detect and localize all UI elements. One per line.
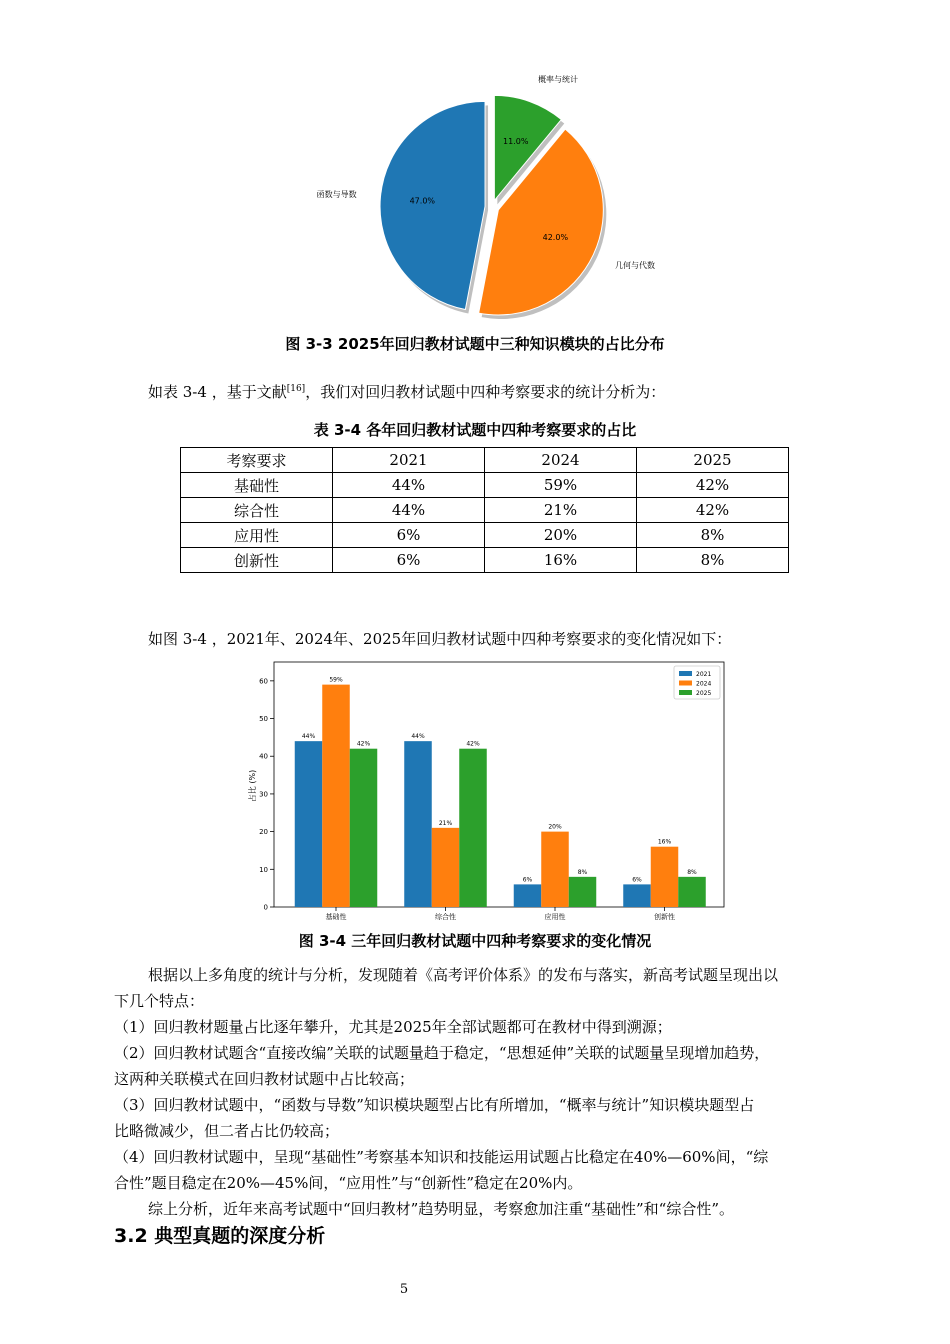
legend-label: 2021 bbox=[696, 671, 712, 678]
y-axis-label: 占比 (%) bbox=[248, 769, 257, 803]
table-row bbox=[181, 523, 789, 548]
bar bbox=[322, 685, 350, 907]
section-heading: 3.2 典型真题的深度分析 bbox=[114, 1225, 326, 1247]
table-row bbox=[181, 498, 789, 523]
bar bbox=[432, 828, 460, 907]
pie-category-label: 几何与代数 bbox=[615, 260, 656, 270]
bar-value-label: 6% bbox=[522, 876, 533, 884]
pie-percent-label: 11.0% bbox=[503, 137, 529, 147]
list-item: （3）回归教材试题中，“函数与导数”知识模块题型占比有所增加，“概率与统计”知识模块题型占 bbox=[114, 1096, 755, 1114]
bar-value-label: 21% bbox=[438, 819, 453, 827]
y-tick-label: 60 bbox=[259, 677, 268, 686]
bar-value-label: 8% bbox=[687, 868, 697, 876]
table-caption: 表 3-4 各年回归教材试题中四种考察要求的占比 bbox=[313, 421, 637, 439]
legend-label: 2024 bbox=[696, 680, 712, 688]
list-item-cont: 比略微减少，但二者占比仍较高； bbox=[114, 1122, 340, 1140]
table-cell: 基础性 bbox=[181, 473, 333, 498]
bar-value-label: 59% bbox=[329, 676, 343, 684]
legend-swatch bbox=[679, 690, 692, 695]
figure-caption-pie: 图 3-3 2025年回归教材试题中三种知识模块的占比分布 bbox=[285, 335, 665, 353]
table-cell: 6% bbox=[333, 548, 485, 573]
bar bbox=[623, 884, 651, 907]
y-tick-label: 10 bbox=[259, 865, 268, 874]
pie-category-label: 函数与导数 bbox=[316, 190, 357, 200]
bar bbox=[404, 741, 432, 907]
table-row bbox=[181, 548, 789, 573]
paragraph-summary: 综上分析，近年来高考试题中“回归教材”趋势明显，考察愈加注重“基础性”和“综合性”。 bbox=[148, 1200, 735, 1218]
table-cell: 20% bbox=[485, 523, 637, 548]
table-intro-before: 如表 3-4 ，基于文献 bbox=[148, 383, 287, 401]
table-cell: 16% bbox=[485, 548, 637, 573]
list-item: （4）回归教材试题中，呈现“基础性”考察基本知识和技能运用试题占比稳定在40%—60%间，“综 bbox=[114, 1148, 769, 1166]
x-tick-label: 综合性 bbox=[435, 913, 456, 921]
x-tick-label: 创新性 bbox=[654, 913, 675, 921]
bar-value-label: 6% bbox=[632, 876, 642, 884]
list-item: （1）回归教材题量占比逐年攀升，尤其是2025年全部试题都可在教材中得到溯源； bbox=[114, 1018, 672, 1036]
bar-value-label: 42% bbox=[466, 740, 480, 748]
bar bbox=[569, 877, 597, 907]
table-cell: 42% bbox=[637, 473, 789, 498]
table-cell: 应用性 bbox=[181, 523, 333, 548]
table-cell: 综合性 bbox=[181, 498, 333, 523]
table-header-cell: 2021 bbox=[333, 448, 485, 473]
table-header-cell: 2024 bbox=[485, 448, 637, 473]
y-tick-label: 20 bbox=[259, 828, 268, 837]
bar-value-label: 44% bbox=[411, 733, 425, 741]
bar-chart bbox=[240, 658, 730, 926]
page-number: 5 bbox=[399, 1282, 409, 1297]
x-tick-label: 基础性 bbox=[325, 913, 347, 921]
table-cell: 8% bbox=[637, 523, 789, 548]
bar-value-label: 20% bbox=[548, 823, 562, 831]
table-header-cell: 考察要求 bbox=[181, 448, 333, 473]
bar bbox=[459, 749, 487, 907]
table-header-cell: 2025 bbox=[637, 448, 789, 473]
paragraph-findings: 根据以上多角度的统计与分析，发现随着《高考评价体系》的发布与落实，新高考试题呈现出以 bbox=[148, 966, 779, 984]
table-intro-text bbox=[148, 376, 665, 405]
y-tick-label: 0 bbox=[263, 903, 268, 912]
table-cell: 创新性 bbox=[181, 548, 333, 573]
bar bbox=[678, 877, 706, 907]
bar bbox=[350, 749, 378, 907]
table-cell: 44% bbox=[333, 473, 485, 498]
list-item-cont: 合性”题目稳定在20%—45%间，“应用性”与“创新性”稳定在20%内。 bbox=[114, 1174, 583, 1192]
table-cell: 6% bbox=[333, 523, 485, 548]
bar bbox=[514, 884, 542, 907]
table-intro-after: ，我们对回归教材试题中四种考察要求的统计分析为： bbox=[305, 383, 666, 401]
table-row bbox=[181, 473, 789, 498]
bar bbox=[541, 832, 569, 907]
citation-ref[interactable]: [16] bbox=[286, 384, 306, 394]
data-table bbox=[180, 447, 789, 573]
table-cell: 59% bbox=[485, 473, 637, 498]
bar-value-label: 16% bbox=[657, 838, 672, 846]
list-item: （2）回归教材试题含“直接改编”关联的试题量趋于稳定，“思想延伸”关联的试题量呈现增加趋势， bbox=[114, 1044, 770, 1062]
legend-label: 2025 bbox=[696, 690, 712, 697]
pie-chart bbox=[316, 75, 656, 330]
pie-category-label: 概率与统计 bbox=[538, 75, 579, 85]
table-cell: 8% bbox=[637, 548, 789, 573]
pie-percent-label: 47.0% bbox=[409, 196, 436, 206]
list-item-cont: 这两种关联模式在回归教材试题中占比较高； bbox=[114, 1070, 415, 1088]
bar bbox=[295, 741, 323, 907]
figure-caption-bar: 图 3-4 三年回归教材试题中四种考察要求的变化情况 bbox=[298, 932, 652, 950]
bar-intro-text: 如图 3-4 ，2021年、2024年、2025年回归教材试题中四种考察要求的变化情况如下： bbox=[148, 630, 732, 648]
bar-value-label: 42% bbox=[356, 740, 371, 748]
bar-value-label: 8% bbox=[577, 868, 588, 876]
table-cell: 21% bbox=[485, 498, 637, 523]
pie-percent-label: 42.0% bbox=[542, 232, 569, 242]
legend-swatch bbox=[679, 681, 692, 686]
y-tick-label: 40 bbox=[259, 752, 268, 761]
bar-value-label: 44% bbox=[301, 733, 316, 741]
legend-swatch bbox=[679, 671, 692, 676]
bar bbox=[651, 847, 679, 907]
y-tick-label: 50 bbox=[259, 715, 268, 724]
table-cell: 42% bbox=[637, 498, 789, 523]
table-header-row bbox=[181, 448, 789, 473]
paragraph-findings-cont: 下几个特点： bbox=[114, 992, 205, 1010]
table-cell: 44% bbox=[333, 498, 485, 523]
x-tick-label: 应用性 bbox=[544, 913, 566, 921]
y-tick-label: 30 bbox=[259, 790, 268, 799]
